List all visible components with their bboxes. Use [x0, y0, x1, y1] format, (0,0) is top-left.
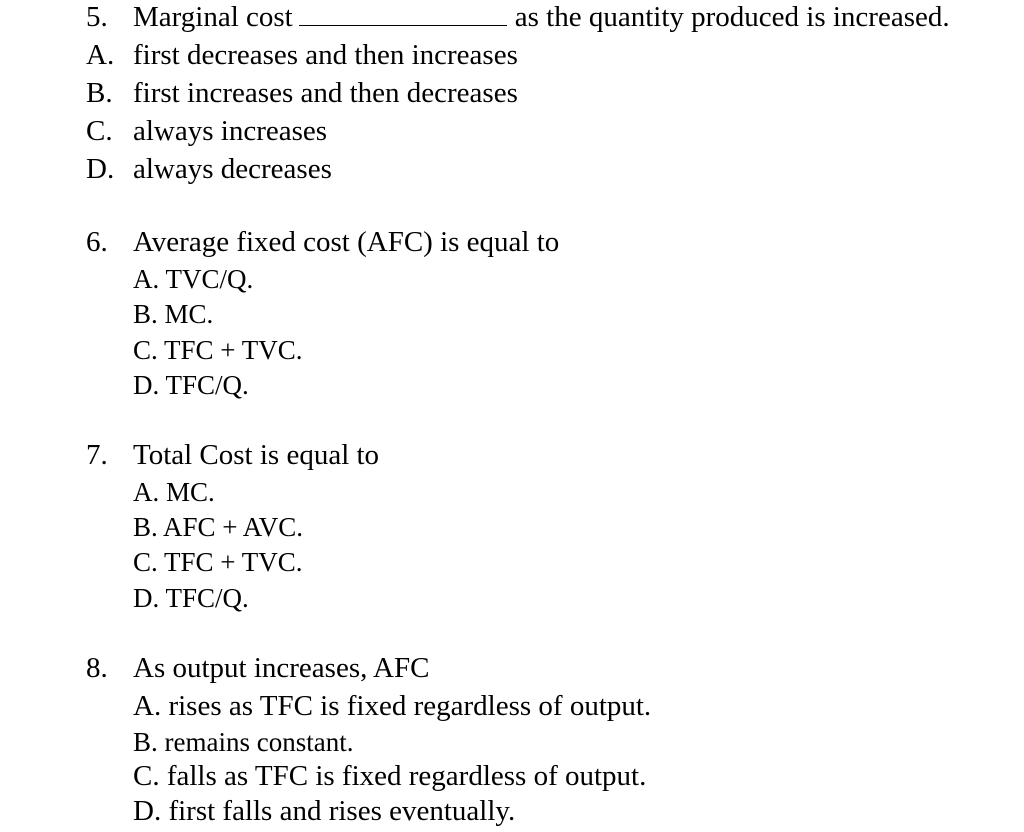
answer-blank: [299, 1, 507, 26]
option-text: D. TFC/Q.: [133, 583, 249, 613]
option-letter: A.: [86, 39, 115, 71]
question-stem-after-blank: as the quantity produced is increased.: [514, 1, 950, 33]
question-number: 7.: [86, 439, 108, 471]
option-text: C. falls as TFC is fixed regardless of output.: [133, 760, 647, 792]
option-text: B. remains constant.: [133, 727, 354, 757]
question-number: 5.: [86, 1, 108, 33]
option-text: A. rises as TFC is fixed regardless of output.: [133, 690, 652, 722]
question-number: 6.: [86, 226, 108, 258]
option-text: D. first falls and rises eventually.: [133, 795, 516, 827]
option-text: C. TFC + TVC.: [133, 335, 303, 365]
question-stem: Average fixed cost (AFC) is equal to: [133, 226, 560, 258]
option-text: A. MC.: [133, 477, 215, 507]
option-letter: D.: [86, 153, 115, 185]
option-text: C. TFC + TVC.: [133, 547, 303, 577]
option-text: first increases and then decreases: [133, 77, 518, 109]
option-text: B. AFC + AVC.: [133, 512, 304, 542]
option-text: B. MC.: [133, 299, 214, 329]
option-text: A. TVC/Q.: [133, 264, 254, 294]
option-text: always increases: [133, 115, 328, 147]
option-text: first decreases and then increases: [133, 39, 518, 71]
option-letter: C.: [86, 115, 113, 147]
option-letter: B.: [86, 77, 113, 109]
question-stem: Total Cost is equal to: [133, 439, 380, 471]
option-text: always decreases: [133, 153, 332, 185]
question-stem: As output increases, AFC: [133, 652, 430, 684]
option-text: D. TFC/Q.: [133, 370, 249, 400]
question-stem-before-blank: Marginal cost: [133, 1, 293, 33]
question-number: 8.: [86, 652, 108, 684]
